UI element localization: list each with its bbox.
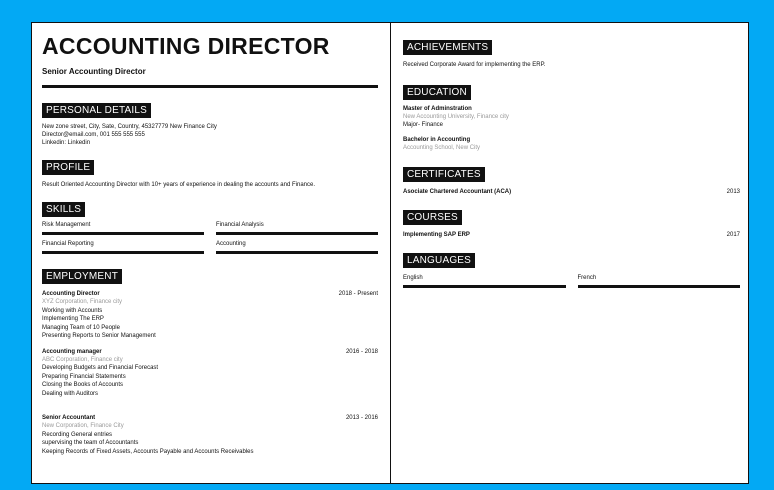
- skills-grid: [42, 221, 378, 254]
- right-column: [391, 23, 748, 483]
- job-role: Senior Accountant: [42, 415, 96, 421]
- section-courses: COURSES: [403, 210, 462, 225]
- job-company: ABC Corporation, Finance city: [42, 356, 123, 363]
- language-label: English: [403, 275, 423, 281]
- job-dates: 2013 - 2016: [345, 415, 378, 421]
- header-divider: [42, 85, 378, 88]
- job-role: Accounting Director: [42, 291, 100, 297]
- skill-item: [42, 240, 204, 254]
- skill-level-bar: [42, 232, 204, 235]
- section-employment: EMPLOYMENT: [42, 269, 122, 284]
- section-education: EDUCATION: [403, 85, 471, 100]
- school-name: New Accounting University, Finance city: [403, 114, 509, 120]
- languages-grid: [403, 274, 740, 288]
- education-entry: [403, 105, 740, 129]
- section-languages: LANGUAGES: [403, 253, 475, 268]
- skill-level-bar: [216, 251, 378, 254]
- skill-label: Financial Reporting: [42, 241, 94, 247]
- section-skills: SKILLS: [42, 202, 85, 217]
- job-dates: 2016 - 2018: [345, 348, 378, 355]
- language-item: [578, 274, 741, 288]
- job-entry: [42, 290, 378, 341]
- job-duty: Closing the Books of Accounts: [42, 382, 124, 388]
- skill-item: [216, 221, 378, 235]
- certificate-name: Asociate Chartered Accountant (ACA): [403, 189, 512, 195]
- skill-label: Financial Analysis: [216, 222, 264, 228]
- job-dates: 2018 - Present: [338, 291, 378, 297]
- job-duty: Keeping Records of Fixed Assets, Accounts Payable and Accounts Receivables: [42, 448, 254, 455]
- section-certificates: CERTIFICATES: [403, 167, 485, 182]
- job-duty: supervising the team of Accountants: [42, 440, 139, 446]
- education-entry: [403, 136, 740, 152]
- school-name: Accounting School, New City: [403, 145, 481, 151]
- degree-name: Bachelor in Accounting: [403, 137, 471, 143]
- job-role: Accounting manager: [42, 348, 102, 355]
- job-subtitle: Senior Accounting Director: [42, 67, 146, 76]
- certificate-year: 2013: [726, 189, 740, 195]
- skill-item: [216, 240, 378, 254]
- course-name: Implementing SAP ERP: [403, 232, 470, 238]
- resume-page: [31, 22, 749, 484]
- skill-level-bar: [42, 251, 204, 254]
- job-entry: [42, 348, 378, 399]
- skill-level-bar: [216, 232, 378, 235]
- page-title: ACCOUNTING DIRECTOR: [42, 33, 330, 59]
- degree-name: Master of Adminstration: [403, 106, 472, 112]
- degree-major: Major- Finance: [403, 122, 444, 128]
- course-row: [403, 231, 740, 239]
- profile-text: Result Oriented Accounting Director with 10+ years of experience in dealing the accounts and Finance.: [42, 182, 315, 188]
- certificate-row: [403, 188, 740, 196]
- language-item: [403, 274, 566, 288]
- language-level-bar: [403, 285, 566, 288]
- section-achievements: ACHIEVEMENTS: [403, 40, 492, 55]
- job-duty: Dealing with Auditors: [42, 390, 99, 397]
- job-duty: Working with Accounts: [42, 307, 103, 314]
- job-duty: Recording General entries: [42, 431, 113, 438]
- language-level-bar: [578, 285, 741, 288]
- section-profile: PROFILE: [42, 160, 94, 175]
- job-duty: Managing Team of 10 People: [42, 324, 120, 331]
- address-text: New zone street, City, Sate, Country, 45327779 New Finance City: [42, 124, 217, 130]
- job-duty: Developing Budgets and Financial Forecast: [42, 365, 159, 371]
- job-duty: Implementing The ERP: [42, 316, 104, 322]
- left-column: [32, 23, 391, 483]
- job-company: XYZ Corporation, Finance city: [42, 299, 123, 305]
- achievements-text: Received Corporate Award for implementing the ERP.: [403, 62, 546, 68]
- course-year: 2017: [726, 232, 740, 238]
- language-label: French: [577, 275, 597, 281]
- job-duty: Presenting Reports to Senior Management: [42, 333, 156, 339]
- skill-label: Risk Management: [42, 222, 91, 228]
- skill-label: Accounting: [216, 241, 246, 247]
- section-personal-details: PERSONAL DETAILS: [42, 103, 151, 118]
- job-company: New Corporation, Finance City: [42, 423, 124, 429]
- contact-text: Director@email.com, 001 555 555 555: [42, 132, 145, 138]
- job-duty: Preparing Financial Statements: [42, 373, 126, 380]
- personal-details-block: [42, 123, 378, 147]
- linkedin-text: Linkedin: Linkedin: [42, 140, 91, 146]
- skill-item: [42, 221, 204, 235]
- job-entry: [42, 414, 378, 456]
